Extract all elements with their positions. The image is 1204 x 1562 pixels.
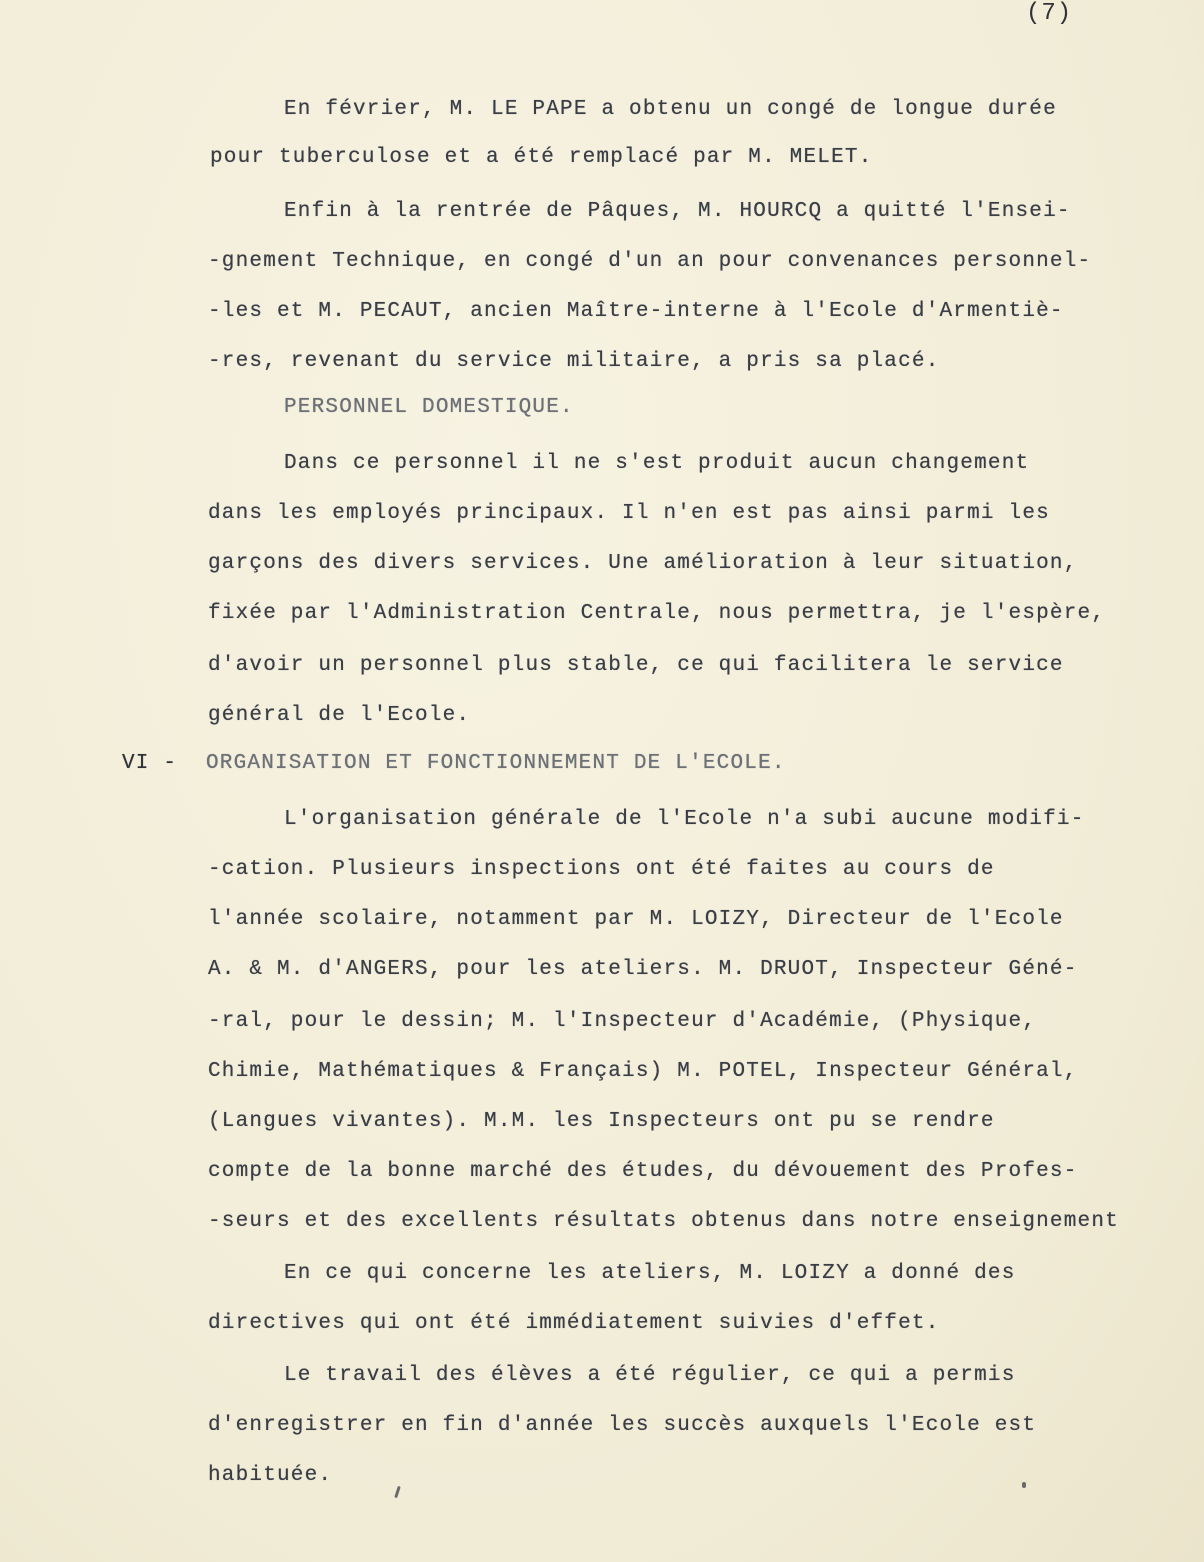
text-line: -seurs et des excellents résultats obtenus dans notre enseignement <box>208 1210 1119 1233</box>
text-line: -res, revenant du service militaire, a pris sa placé. <box>208 350 940 373</box>
text-line: -les et M. PECAUT, ancien Maître-interne à l'Ecole d'Armentiè- <box>208 300 1064 323</box>
text-line: dans les employés principaux. Il n'en est pas ainsi parmi les <box>208 502 1050 525</box>
text-line: (Langues vivantes). M.M. les Inspecteurs ont pu se rendre <box>208 1110 995 1133</box>
text-line: Enfin à la rentrée de Pâques, M. HOURCQ a quitté l'Ensei- <box>284 200 1071 223</box>
ink-mark <box>1022 1482 1026 1488</box>
text-line: En février, M. LE PAPE a obtenu un congé de longue durée <box>284 98 1057 121</box>
section-number: VI - <box>122 752 178 775</box>
text-line: L'organisation générale de l'Ecole n'a subi aucune modifi- <box>284 808 1085 831</box>
text-line: Le travail des élèves a été régulier, ce qui a permis <box>284 1364 1016 1387</box>
text-line: A. & M. d'ANGERS, pour les ateliers. M. DRUOT, Inspecteur Géné- <box>208 958 1078 981</box>
text-line: directives qui ont été immédiatement suivies d'effet. <box>208 1312 940 1335</box>
text-line: général de l'Ecole. <box>208 704 471 727</box>
text-line: pour tuberculose et a été remplacé par M. MELET. <box>210 146 873 169</box>
ink-mark <box>394 1486 401 1498</box>
text-line: Chimie, Mathématiques & Français) M. POTEL, Inspecteur Général, <box>208 1060 1078 1083</box>
text-line: compte de la bonne marché des études, du dévouement des Profes- <box>208 1160 1078 1183</box>
text-line: -ral, pour le dessin; M. l'Inspecteur d'Académie, (Physique, <box>208 1010 1037 1033</box>
text-line: l'année scolaire, notamment par M. LOIZY, Directeur de l'Ecole <box>208 908 1064 931</box>
page-number: (7) <box>1026 0 1073 27</box>
text-line: d'enregistrer en fin d'année les succès auxquels l'Ecole est <box>208 1414 1037 1437</box>
text-line: En ce qui concerne les ateliers, M. LOIZY a donné des <box>284 1262 1016 1285</box>
text-line: fixée par l'Administration Centrale, nous permettra, je l'espère, <box>208 602 1106 625</box>
text-line: habituée. <box>208 1464 333 1487</box>
section-heading: ORGANISATION ET FONCTIONNEMENT DE L'ECOLE. <box>206 752 786 775</box>
text-line: Dans ce personnel il ne s'est produit aucun changement <box>284 452 1030 475</box>
text-line: d'avoir un personnel plus stable, ce qui facilitera le service <box>208 654 1064 677</box>
text-line: -cation. Plusieurs inspections ont été faites au cours de <box>208 858 995 881</box>
text-line: -gnement Technique, en congé d'un an pour convenances personnel- <box>208 250 1092 273</box>
section-heading: PERSONNEL DOMESTIQUE. <box>284 396 574 419</box>
text-line: garçons des divers services. Une amélioration à leur situation, <box>208 552 1078 575</box>
